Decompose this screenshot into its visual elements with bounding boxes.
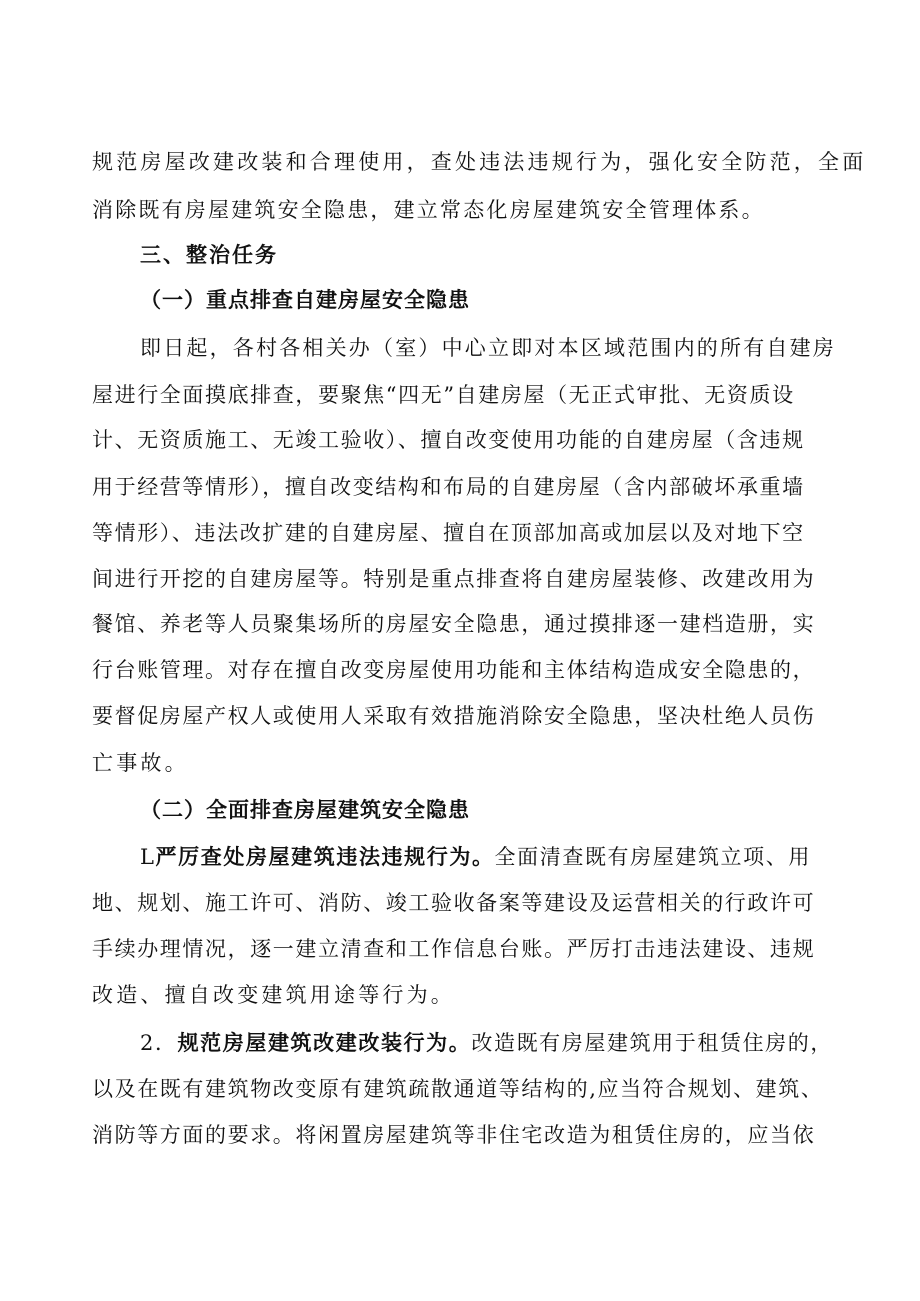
list-number-2: 2． (140, 1031, 178, 1055)
paragraph-1-line-2: 屋进行全面摸底排查，要聚焦“四无”自建房屋（无正式审批、无资质设 (92, 383, 795, 407)
paragraph-3-line-2: 以及在既有建筑物改变原有建筑疏散通道等结构的,应当符合规划、建筑、 (92, 1077, 824, 1101)
paragraph-2-line-1 (140, 842, 832, 872)
subsection-heading-2: （二）全面排查房屋建筑安全隐患 (140, 797, 470, 822)
paragraph-1-line-4: 用于经营等情形），擅自改变结构和布局的自建房屋（含内部破坏承重墙 (92, 475, 805, 499)
paragraph-2-line-1-rest: 全面清查既有房屋建筑立项、用 (494, 845, 811, 869)
paragraph-1-line-9: 要督促房屋产权人或使用人采取有效措施消除安全隐患，坚决杜绝人员伤 (92, 704, 816, 728)
list-number-1: L (140, 845, 156, 869)
paragraph-2-line-2: 地、规划、施工许可、消防、竣工验收备案等建设及运营相关的行政许可 (92, 891, 816, 915)
paragraph-1-line-5: 等情形）、违法改扩建的自建房屋、擅自在顶部加高或加层以及对地下空 (92, 521, 805, 545)
bold-lead-1: 严厉查处房屋建筑违法违规行为。 (155, 844, 495, 869)
paragraph-2-line-4: 改造、擅自改变建筑用途等行为。 (92, 983, 455, 1007)
paragraph-3-line-1-rest: 改造既有房屋建筑用于租赁住房的， (471, 1031, 833, 1055)
paragraph-0-line-2: 消除既有房屋建筑安全隐患，建立常态化房屋建筑安全管理体系。 (92, 198, 765, 222)
paragraph-1-line-8: 行台账管理。对存在擅自改变房屋使用功能和主体结构造成安全隐患的， (92, 658, 816, 682)
paragraph-1-line-7: 餐馆、养老等人员聚集场所的房屋安全隐患，通过摸排逐一建档造册，实 (92, 612, 816, 636)
paragraph-0-line-1: 规范房屋改建改装和合理使用，查处违法违规行为，强化安全防范，全面 (92, 150, 867, 174)
section-heading-3: 三、整治任务 (140, 242, 278, 267)
paragraph-2-line-3: 手续办理情况，逐一建立清查和工作信息台账。严厉打击违法建设、违规 (92, 937, 816, 961)
bold-lead-2: 规范房屋建筑改建改装行为。 (177, 1030, 472, 1055)
paragraph-1-line-3: 计、无资质施工、无竣工验收）、擅自改变使用功能的自建房屋（含违规 (92, 428, 805, 452)
subsection-heading-1: （一）重点排查自建房屋安全隐患 (140, 287, 470, 312)
paragraph-3-line-3: 消防等方面的要求。将闲置房屋建筑等非住宅改造为租赁住房的，应当依 (92, 1123, 816, 1147)
paragraph-3-line-1 (140, 1028, 832, 1058)
paragraph-1-line-6: 间进行开挖的自建房屋等。特别是重点排查将自建房屋装修、改建改用为 (92, 567, 816, 591)
paragraph-1-line-1: 即日起，各村各相关办（室）中心立即对本区域范围内的所有自建房 (140, 336, 836, 360)
paragraph-1-line-10: 亡事故。 (92, 751, 189, 775)
